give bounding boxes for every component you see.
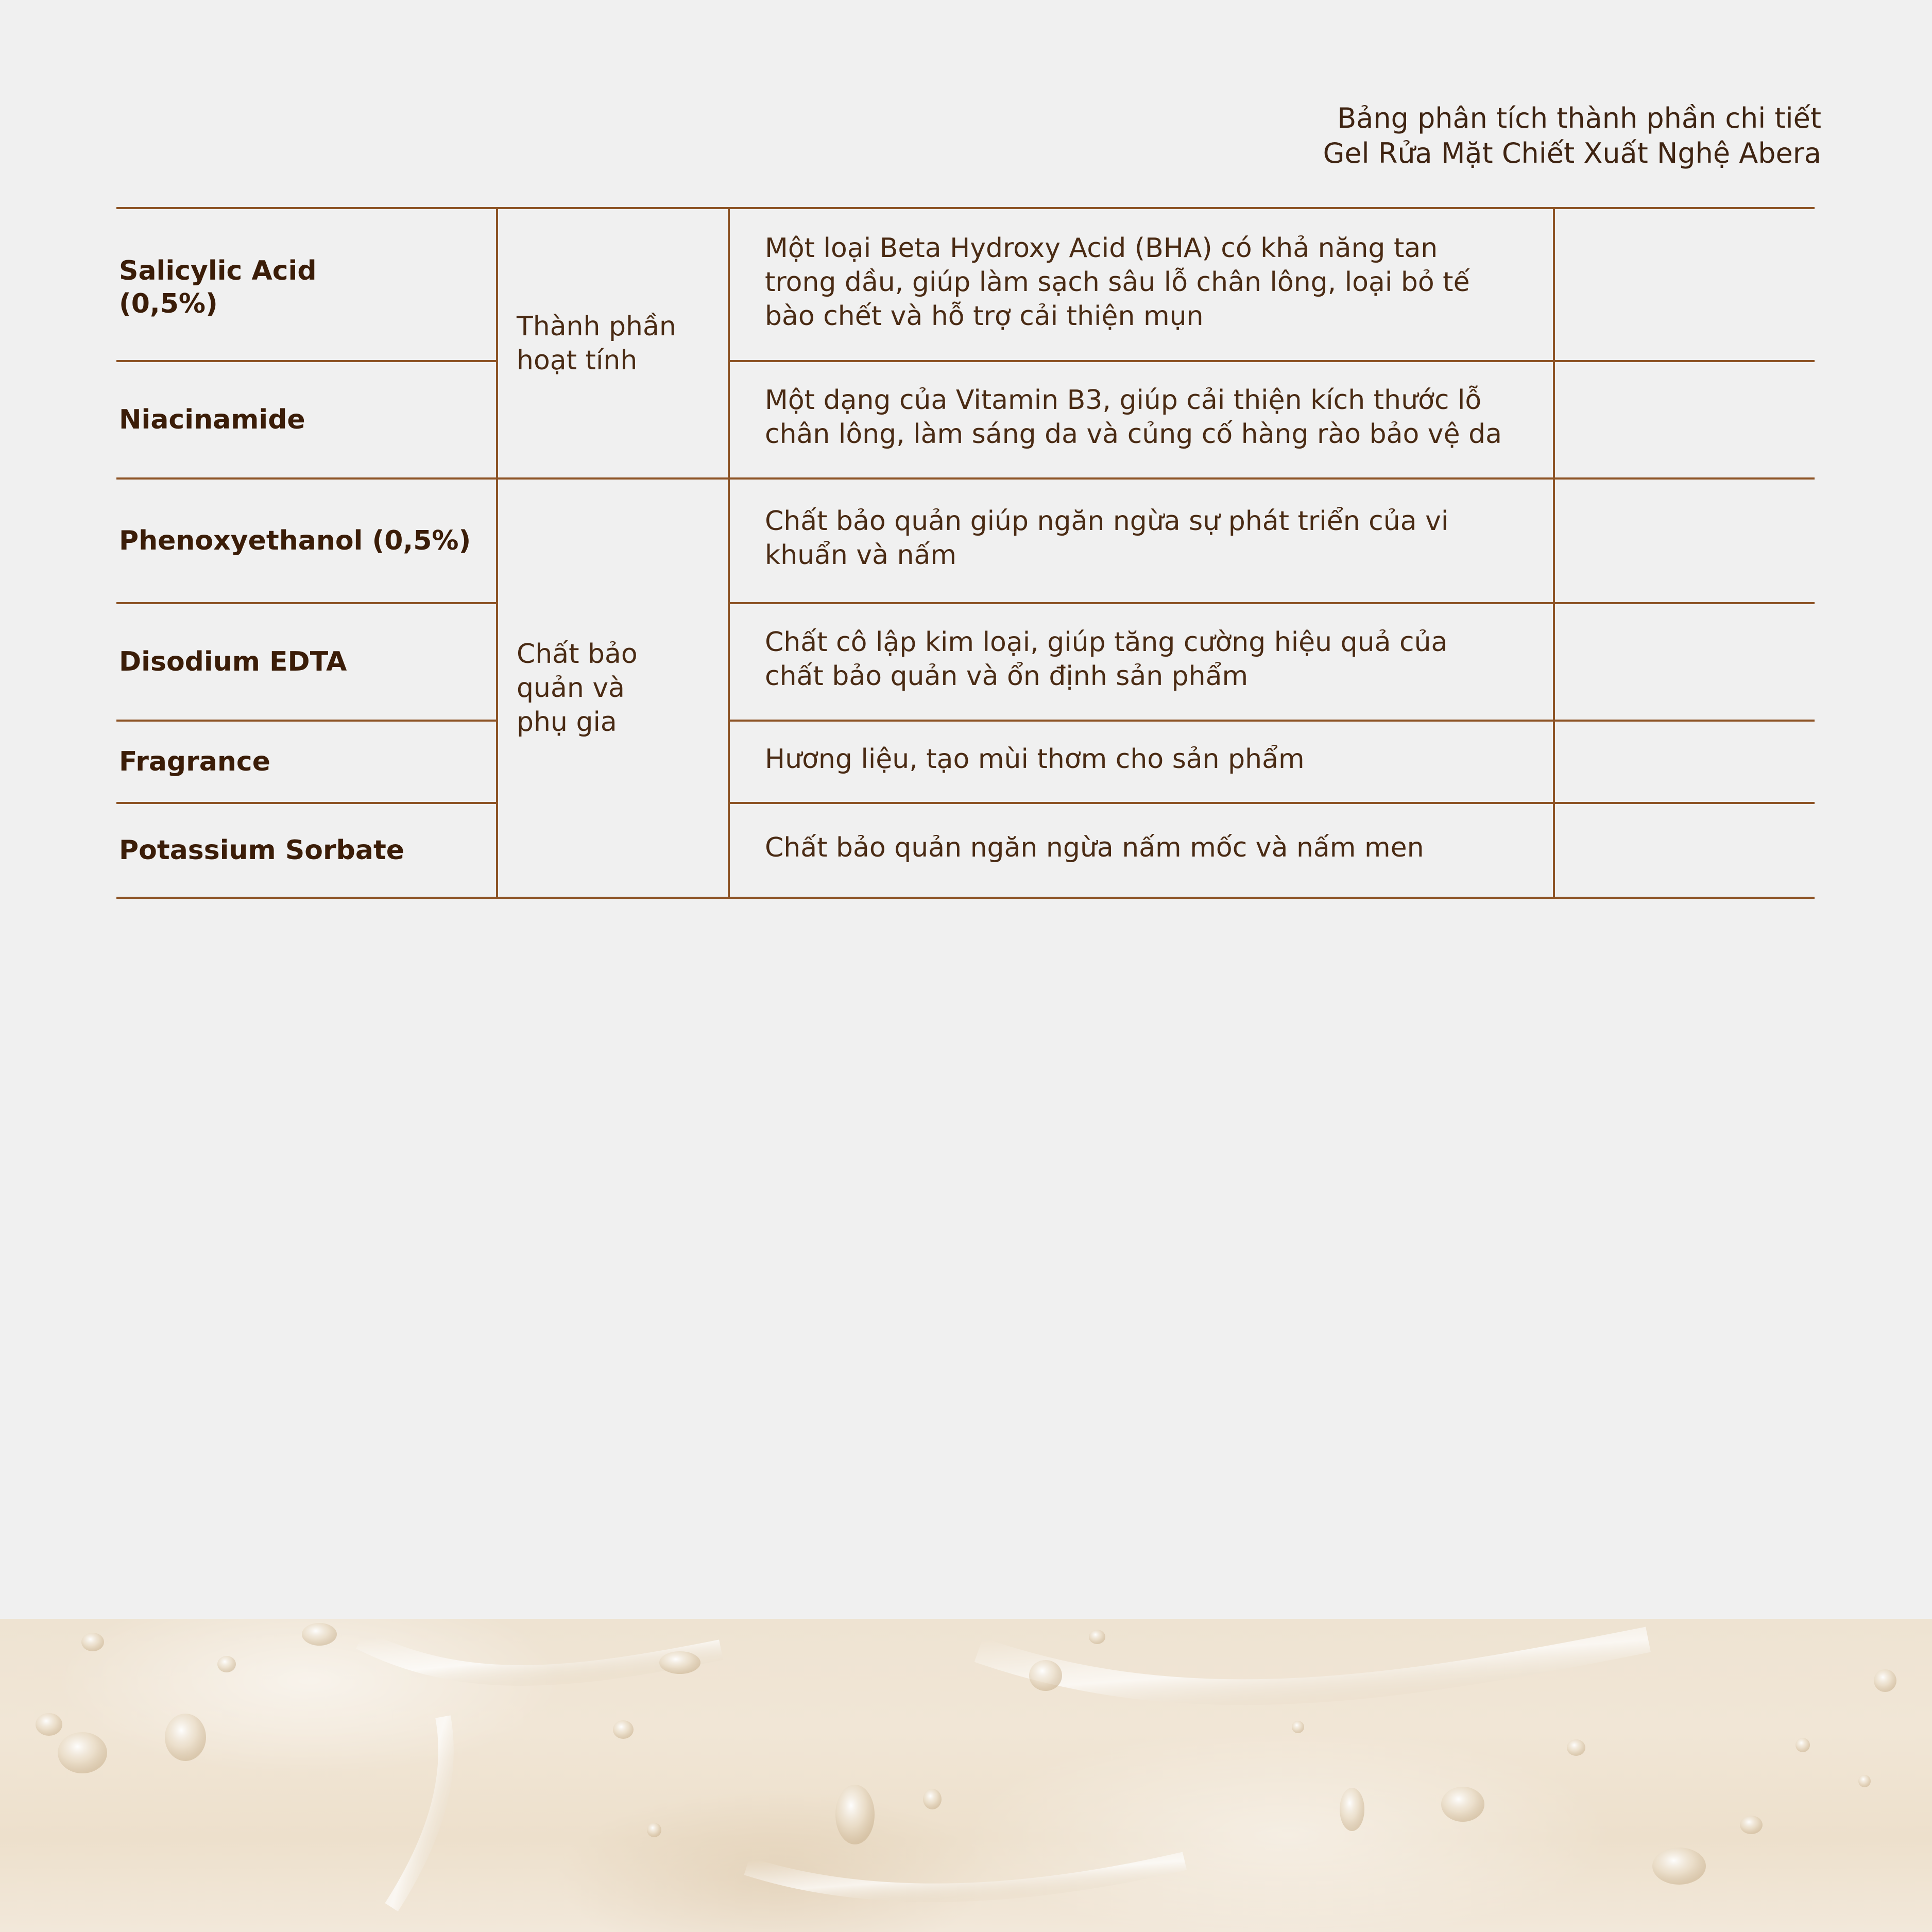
gel-droplets-decoration (0, 1619, 1932, 1932)
empty-cell (1554, 803, 1815, 898)
ingredient-description (729, 721, 1554, 803)
title-line-2: Gel Rửa Mặt Chiết Xuất Nghệ Abera (1323, 137, 1821, 169)
empty-cell (1554, 208, 1815, 361)
desc-line: Hương liệu, tạo mùi thơm cho sản phẩm (765, 744, 1305, 775)
ingredient-description (729, 478, 1554, 603)
ingredient-name (116, 721, 497, 803)
desc-line: Chất cô lập kim loại, giúp tăng cường hiệu quả của (765, 627, 1448, 658)
desc-line: Chất bảo quản giúp ngăn ngừa sự phát triển của vi (765, 506, 1449, 537)
empty-cell (1554, 361, 1815, 478)
desc-line: chân lông, làm sáng da và củng cố hàng rào bảo vệ da (765, 419, 1502, 450)
table-row (116, 361, 1815, 478)
group-line: phụ gia (517, 707, 617, 738)
gel-texture-image (0, 1619, 1932, 1932)
name-line: Fragrance (119, 746, 270, 777)
empty-cell (1554, 603, 1815, 721)
ingredient-description (729, 603, 1554, 721)
table-row (116, 803, 1815, 898)
group-line: hoạt tính (517, 345, 638, 376)
table-row (116, 478, 1815, 603)
ingredient-table (116, 207, 1815, 899)
desc-line: chất bảo quản và ổn định sản phẩm (765, 661, 1249, 692)
desc-line: Một loại Beta Hydroxy Acid (BHA) có khả năng tan (765, 232, 1438, 264)
table-row (116, 721, 1815, 803)
ingredient-name (116, 361, 497, 478)
ingredient-name (116, 478, 497, 603)
ingredient-name (116, 803, 497, 898)
table-row (116, 603, 1815, 721)
name-line: Salicylic Acid (119, 255, 317, 286)
table-row (116, 208, 1815, 361)
desc-line: Một dạng của Vitamin B3, giúp cải thiện kích thước lỗ (765, 385, 1482, 416)
empty-cell (1554, 721, 1815, 803)
desc-line: Chất bảo quản ngăn ngừa nấm mốc và nấm men (765, 832, 1424, 863)
name-line: Disodium EDTA (119, 646, 347, 677)
name-line: Potassium Sorbate (119, 835, 405, 866)
desc-line: trong dầu, giúp làm sạch sâu lỗ chân lông, loại bỏ tế (765, 266, 1470, 298)
ingredient-description (729, 361, 1554, 478)
ingredient-group (497, 208, 729, 478)
group-line: quản và (517, 673, 625, 704)
title-line-1: Bảng phân tích thành phần chi tiết (1337, 102, 1821, 134)
desc-line: bào chết và hỗ trợ cải thiện mụn (765, 300, 1204, 332)
group-line: Thành phần (517, 311, 676, 342)
group-line: Chất bảo (517, 639, 638, 670)
empty-cell (1554, 478, 1815, 603)
name-line: Niacinamide (119, 404, 305, 435)
desc-line: khuẩn và nấm (765, 540, 957, 571)
name-line: Phenoxyethanol (0,5%) (119, 525, 471, 556)
ingredient-name (116, 603, 497, 721)
document-title (1323, 101, 1821, 171)
ingredient-name (116, 208, 497, 361)
ingredient-group (497, 478, 729, 898)
name-line: (0,5%) (119, 288, 218, 319)
ingredient-description (729, 208, 1554, 361)
ingredient-description (729, 803, 1554, 898)
